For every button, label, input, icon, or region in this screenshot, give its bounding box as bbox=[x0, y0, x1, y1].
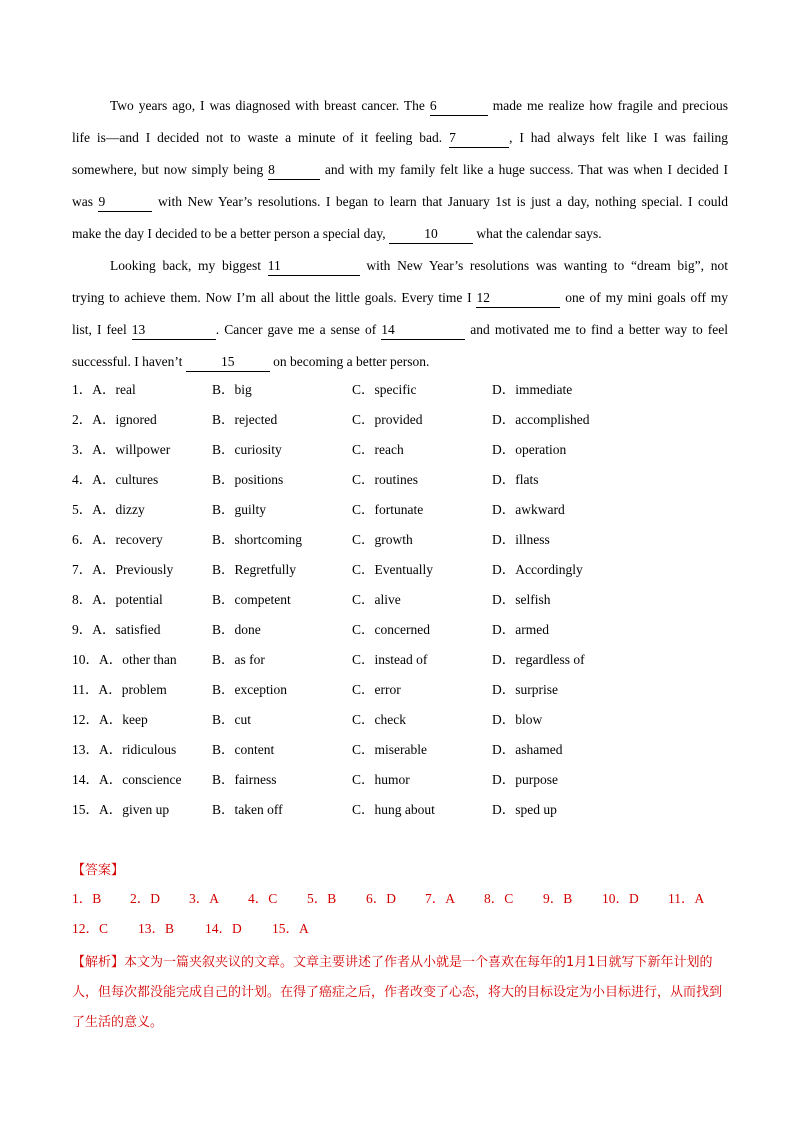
option-b[interactable]: B．guilty bbox=[212, 502, 267, 517]
option-d[interactable]: D．ashamed bbox=[492, 742, 563, 757]
option-d[interactable]: D．immediate bbox=[492, 382, 573, 397]
option-c[interactable]: C．instead of bbox=[352, 652, 428, 667]
option-d[interactable]: D．flats bbox=[492, 472, 539, 487]
option-c[interactable]: C．reach bbox=[352, 442, 404, 457]
answer-item: 5．B bbox=[307, 891, 337, 906]
option-a[interactable]: A．keep bbox=[99, 712, 148, 727]
option-b[interactable]: B．content bbox=[212, 742, 275, 757]
passage-line: successful. I haven’t 15 on becoming a better person. bbox=[72, 346, 728, 378]
question-row-11: 11．A．problem B．exception C．error D．surprise bbox=[72, 675, 728, 705]
option-b[interactable]: B．big bbox=[212, 382, 252, 397]
answer-section bbox=[72, 858, 732, 1038]
answer-heading: 【答案】 bbox=[72, 863, 125, 878]
question-row-2: 2．A．ignored B．rejected C．provided D．accomplished bbox=[72, 405, 728, 435]
blank-13[interactable]: 13 bbox=[132, 322, 216, 340]
answer-item: 1．B bbox=[72, 891, 102, 906]
option-c[interactable]: C．error bbox=[352, 682, 401, 697]
option-c[interactable]: C．specific bbox=[352, 382, 417, 397]
option-b[interactable]: B．curiosity bbox=[212, 442, 282, 457]
option-d[interactable]: D．operation bbox=[492, 442, 567, 457]
option-a[interactable]: A．ridiculous bbox=[99, 742, 177, 757]
question-row-4: 4．A．cultures B．positions C．routines D．flats bbox=[72, 465, 728, 495]
option-a[interactable]: A．recovery bbox=[92, 532, 163, 547]
option-c[interactable]: C．hung about bbox=[352, 802, 435, 817]
option-d[interactable]: D．accomplished bbox=[492, 412, 590, 427]
answer-item: 8．C bbox=[484, 891, 514, 906]
analysis-text: 【解析】本文为一篇夹叙夹议的文章。文章主要讲述了作者从小就是一个喜欢在每年的1月1日就写下新年计划的人，但每次都没能完成自己的计划。在得了癌症之后，作者改变了心态，将大的目标设定为小目标进行，从而找到了生活的意义。 bbox=[72, 955, 723, 1030]
option-d[interactable]: D．illness bbox=[492, 532, 550, 547]
answer-item: 12．C bbox=[72, 921, 109, 936]
option-d[interactable]: D．regardless of bbox=[492, 652, 585, 667]
answer-row-2 bbox=[72, 914, 732, 944]
blank-6[interactable]: 6 bbox=[430, 98, 488, 116]
option-b[interactable]: B．cut bbox=[212, 712, 251, 727]
answer-item: 2．D bbox=[130, 891, 160, 906]
blank-12[interactable]: 12 bbox=[476, 290, 560, 308]
answer-item: 3．A bbox=[189, 891, 219, 906]
option-c[interactable]: C．Eventually bbox=[352, 562, 433, 577]
option-a[interactable]: A．given up bbox=[99, 802, 170, 817]
answer-row-1 bbox=[72, 884, 732, 914]
question-row-5: 5．A．dizzy B．guilty C．fortunate D．awkward bbox=[72, 495, 728, 525]
option-a[interactable]: A．real bbox=[92, 382, 136, 397]
option-c[interactable]: C．miserable bbox=[352, 742, 427, 757]
option-a[interactable]: A．dizzy bbox=[92, 502, 145, 517]
question-row-6: 6．A．recovery B．shortcoming C．growth D．illness bbox=[72, 525, 728, 555]
option-a[interactable]: A．other than bbox=[99, 652, 177, 667]
option-b[interactable]: B．as for bbox=[212, 652, 265, 667]
question-row-14: 14．A．conscience B．fairness C．humor D．purpose bbox=[72, 765, 728, 795]
option-a[interactable]: A．problem bbox=[98, 682, 167, 697]
option-b[interactable]: B．exception bbox=[212, 682, 287, 697]
option-b[interactable]: B．fairness bbox=[212, 772, 277, 787]
option-a[interactable]: A．ignored bbox=[92, 412, 157, 427]
blank-9[interactable]: 9 bbox=[98, 194, 152, 212]
blank-11[interactable]: 11 bbox=[268, 258, 360, 276]
option-c[interactable]: C．alive bbox=[352, 592, 401, 607]
option-b[interactable]: B．rejected bbox=[212, 412, 278, 427]
passage-line: list, I feel 13 . Cancer gave me a sense of 14 and motivated me to find a better way to feel bbox=[72, 314, 728, 346]
question-row-9: 9．A．satisfied B．done C．concerned D．armed bbox=[72, 615, 728, 645]
question-row-13: 13．A．ridiculous B．content C．miserable D．ashamed bbox=[72, 735, 728, 765]
answer-item: 6．D bbox=[366, 891, 396, 906]
passage-line: life is—and I decided not to waste a minute of it feeling bad. 7 , I had always felt like I was failing bbox=[72, 122, 728, 154]
answer-item: 9．B bbox=[543, 891, 573, 906]
blank-8[interactable]: 8 bbox=[268, 162, 320, 180]
question-options bbox=[72, 375, 728, 825]
passage-paragraph-2 bbox=[72, 250, 728, 378]
question-row-3: 3．A．willpower B．curiosity C．reach D．operation bbox=[72, 435, 728, 465]
answer-item: 15．A bbox=[272, 921, 309, 936]
answer-item: 14．D bbox=[205, 921, 242, 936]
option-a[interactable]: A．satisfied bbox=[92, 622, 161, 637]
blank-15[interactable]: 15 bbox=[186, 354, 270, 372]
answer-item: 10．D bbox=[602, 891, 639, 906]
option-d[interactable]: D．blow bbox=[492, 712, 543, 727]
option-b[interactable]: B．taken off bbox=[212, 802, 283, 817]
answer-item: 13．B bbox=[138, 921, 175, 936]
option-d[interactable]: D．Accordingly bbox=[492, 562, 583, 577]
option-a[interactable]: A．conscience bbox=[99, 772, 182, 787]
passage-line: make the day I decided to be a better person a special day, 10 what the calendar says. bbox=[72, 218, 728, 250]
option-d[interactable]: D．selfish bbox=[492, 592, 551, 607]
answer-item: 11．A bbox=[668, 891, 705, 906]
option-d[interactable]: D．surprise bbox=[492, 682, 558, 697]
option-a[interactable]: A．Previously bbox=[92, 562, 174, 577]
option-c[interactable]: C．provided bbox=[352, 412, 423, 427]
option-c[interactable]: C．routines bbox=[352, 472, 418, 487]
blank-14[interactable]: 14 bbox=[381, 322, 465, 340]
option-b[interactable]: B．done bbox=[212, 622, 261, 637]
question-row-7: 7．A．Previously B．Regretfully C．Eventually D．Accordingly bbox=[72, 555, 728, 585]
option-d[interactable]: D．purpose bbox=[492, 772, 558, 787]
option-b[interactable]: B．shortcoming bbox=[212, 532, 302, 547]
question-row-10: 10．A．other than B．as for C．instead of D．regardless of bbox=[72, 645, 728, 675]
option-b[interactable]: B．competent bbox=[212, 592, 291, 607]
option-a[interactable]: A．potential bbox=[92, 592, 163, 607]
passage-paragraph-1 bbox=[72, 90, 728, 250]
option-b[interactable]: B．Regretfully bbox=[212, 562, 296, 577]
option-b[interactable]: B．positions bbox=[212, 472, 284, 487]
question-row-12: 12．A．keep B．cut C．check D．blow bbox=[72, 705, 728, 735]
question-row-8: 8．A．potential B．competent C．alive D．selfish bbox=[72, 585, 728, 615]
option-d[interactable]: D．armed bbox=[492, 622, 549, 637]
answer-item: 7．A bbox=[425, 891, 455, 906]
question-row-15: 15．A．given up B．taken off C．hung about D．sped up bbox=[72, 795, 728, 825]
option-c[interactable]: C．growth bbox=[352, 532, 413, 547]
question-row-1: 1．A．real B．big C．specific D．immediate bbox=[72, 375, 728, 405]
option-d[interactable]: D．sped up bbox=[492, 802, 557, 817]
option-c[interactable]: C．check bbox=[352, 712, 406, 727]
passage-line: Two years ago, I was diagnosed with breast cancer. The 6 made me realize how fragile and precious bbox=[72, 90, 728, 122]
blank-7[interactable]: 7 bbox=[449, 130, 509, 148]
option-a[interactable]: A．willpower bbox=[92, 442, 171, 457]
option-c[interactable]: C．fortunate bbox=[352, 502, 424, 517]
option-c[interactable]: C．concerned bbox=[352, 622, 430, 637]
passage-line: Looking back, my biggest 11 with New Year’s resolutions was wanting to “dream big”, not bbox=[72, 250, 728, 282]
option-d[interactable]: D．awkward bbox=[492, 502, 565, 517]
option-a[interactable]: A．cultures bbox=[92, 472, 159, 487]
passage-line: was 9 with New Year’s resolutions. I began to learn that January 1st is just a day, nothing special. I could bbox=[72, 186, 728, 218]
blank-10[interactable]: 10 bbox=[389, 226, 473, 244]
answer-item: 4．C bbox=[248, 891, 278, 906]
passage-line: somewhere, but now simply being 8 and with my family felt like a huge success. That was when I decided I bbox=[72, 154, 728, 186]
passage-line: trying to achieve them. Now I’m all about the little goals. Every time I 12 one of my mini goals off my bbox=[72, 282, 728, 314]
option-c[interactable]: C．humor bbox=[352, 772, 410, 787]
